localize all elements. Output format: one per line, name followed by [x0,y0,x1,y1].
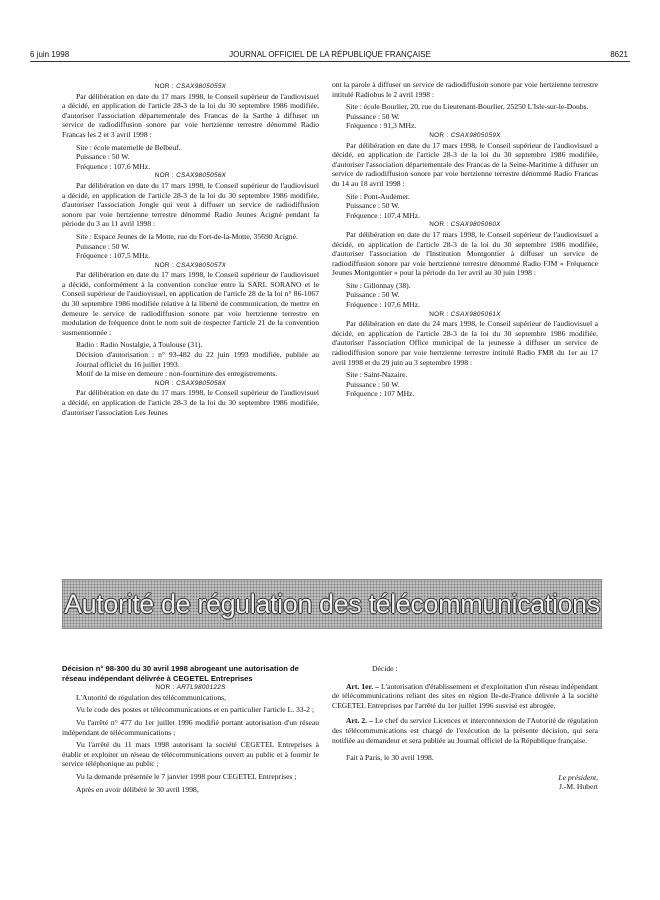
nor-reference: NOR : CSAX9805059X [429,131,501,139]
article-2: Art. 2. – Le chef du service Licences et interconnexion de l'Autorité de régulation des télécommunications est chargé de l'exécution de la présente décision, qui sera notifiée au demandeur et sera publiée au Journal officiel de la République française. [332,716,598,745]
place-date: Fait à Paris, le 30 avril 1998. [346,753,434,763]
decision-visa: Vu l'arrêté n° 477 du 1er juillet 1996 modifié portant autorisation d'un réseau indépendant de télécommunications ; [62,717,319,737]
nor-reference: NOR : ARTL9800122S [155,684,226,692]
header-journal-title: JOURNAL OFFICIEL DE LA RÉPUBLIQUE FRANÇAISE [229,50,431,59]
section-banner [62,579,602,629]
nor-reference: NOR : CSAX9805061X [429,310,501,318]
notice-details: Site : Saint-Nazaire. Puissance : 50 W. Fréquence : 107 MHz. [346,370,415,399]
notice-block [62,171,319,260]
notice-details: Radio : Radio Nostalgie, à Toulouse (31). Décision d'autorisation : n° 93-482 du 22 juin 1993 modifiée, publiée au Journal officiel du 16 juillet 1993. Motif de la mise en demeure : non-fourniture des enregistrements. [76,340,319,379]
nor-reference: NOR : CSAX9805060X [429,221,501,229]
decision-visa: Vu la demande présentée le 7 janvier 1998 pour CEGETEL Entreprises ; [76,771,297,781]
notice-text: Par délibération en date du 17 mars 1998, le Conseil supérieur de l'audiovisuel a décidé, en application de l'article 28-3 de la loi du 30 septembre 1986 modifiée, d'autoriser l'association de l'Institution Montgontier à diffuser un service de radiodiffusion sonore par voie hertzienne terrestre dénommé Radio FJM « Fréquence Jeunes Montgontier » pour la période du 1er avril au 30 juin 1998 : [332,229,598,278]
nor-reference: NOR : CSAX9805056X [154,172,227,180]
decision-intro: L'Autorité de régulation des télécommunications, [76,692,227,702]
nor-reference: NOR : CSAX9805058X [154,379,227,387]
notice-text: Par délibération en date du 17 mars 1998, le Conseil supérieur de l'audiovisuel a décidé, en application de l'article 28-3 de la loi du 30 septembre 1986 modifiée, d'autoriser l'association Jongle qui veut à diffuser un service de radiodiffusion sonore par voie hertzienne terrestre dénommé Radio Jeunes Acigné pendant la période du 3 au 11 avril 1998 : [62,180,319,229]
notice-text: Par délibération en date du 17 mars 1998, le Conseil supérieur de l'audiovisuel a décidé, en application de l'article 28-3 de la loi du 30 septembre 1986 modifiée, d'autoriser l'association Les Jeunes [62,388,319,417]
notice-text: Par délibération en date du 24 mars 1998, le Conseil supérieur de l'audiovisuel a décidé, en application de l'article 28-3 de la loi du 30 septembre 1986 modifiée, d'autoriser l'association Office municipal de la jeunesse à diffuser un service de radiodiffusion sonore par voie hertzienne terrestre intitulé Radio FMR du 1er au 17 avril 1998 et du 29 juin au 3 septembre 1998 : [332,319,598,367]
decision-left-column [62,664,319,797]
notice-block [62,82,319,171]
notice-text: Par délibération en date du 17 mars 1998, le Conseil supérieur de l'audiovisuel a décidé, en application de l'article 28-3 de la loi du 30 septembre 1986 modifiée, d'autoriser l'association départementale des Francas de la Seine-Maritime à diffuser un service de radiodiffusion sonore par voie hertzienne terrestre dénommé Radio Francas du 14 au 18 avril 1998 : [332,140,598,188]
section-title: Autorité de régulation des télécommunications [64,588,600,619]
continuation-text: ont la parole à diffuser un service de radiodiffusion sonore par voie hertzienne terrestre intitulé Radiobus le 2 avril 1998 : [332,80,598,99]
decision-visa: Vu le code des postes et télécommunications et en particulier l'article L. 33-2 ; [76,705,314,715]
decision-right-column [332,664,598,792]
signatory-name: J.-M. Hubert [558,782,598,792]
notice-block [332,131,598,220]
notice-details: Site : Pont-Audemer. Puissance : 50 W. Fréquence : 107,4 MHz. [346,191,421,220]
decision-visa: Vu l'arrêté du 11 mars 1998 autorisant la société CEGETEL Entreprises à établir et exploiter un réseau de télécommunications ouvert au public et à fournir le service téléphonique au public ; [62,740,319,769]
nor-reference: NOR : CSAX9805055X [154,83,227,90]
header-rule [30,61,630,62]
header-page-number: 8621 [610,50,628,59]
notice-details: Site : école Bourlier, 20, rue du Lieutenant-Bourlier, 25250 L'Isle-sur-le-Doubs. Puissance : 50 W. Fréquence : 91,3 MHz. [346,102,589,131]
header-date: 6 juin 1998 [30,50,70,59]
notice-block [62,379,319,417]
article-1: Art. 1er. – L'autorisation d'établissement et d'exploitation d'un réseau indépendant de télécommunications reliant des sites en région Ile-de-France délivrée à la société CEGETEL Entreprises par l'arrêté du 1er juillet 1996 susvisé est abrogée. [332,681,598,710]
decision-visa: Après en avoir délibéré le 30 avril 1998, [76,784,199,794]
notice-details: Site : Espace Jeunes de la Motte, rue du Fort-de-la-Motte, 35690 Acigné. Puissance : 50 W. Fréquence : 107,5 MHz. [76,231,298,261]
decision-title: Décision n° 98-300 du 30 avril 1998 abrogeant une autorisation de réseau indépendant délivrée à CEGETEL Entreprises [62,664,299,683]
notice-text: Par délibération en date du 17 mars 1998, le Conseil supérieur de l'audiovisuel a décidé, en application de l'article 28-3 de la loi du 30 septembre 1986 modifiée, d'autoriser l'association départementale des Francas de la Sarthe à diffuser un service de radiodiffusion sonore par voie hertzienne terrestre dénommé Radio Francas les 2 et 3 avril 1998 : [62,91,319,139]
nor-reference: NOR : CSAX9805057X [154,261,227,269]
notice-block [332,310,598,399]
decide-heading: Décide : [372,664,398,673]
notice-details: Site : école maternelle de Belbeuf. Puissance : 50 W. Fréquence : 107,6 MHz. [76,142,181,171]
signatory-title: Le président, [558,772,598,782]
notice-block [62,261,319,379]
notice-block [332,220,598,309]
left-column [62,80,319,420]
notice-text: Par délibération en date du 17 mars 1998, le Conseil supérieur de l'audiovisuel a décidé, conformément à la convention conclue entre la SARL SORANO et le Conseil supérieur de l'audiovisuel, en application de l'article 28 de la loi n° 86-1067 du 30 septembre 1986 modifiée relative à la liberté de communication, de mettre en demeure le service de radiodiffusion sonore par voie hertzienne terrestre en modulation de fréquence dont le nom suit de respecter l'article 21 de la convention susmentionnée : [62,270,319,337]
right-column [332,80,598,399]
notice-details: Site : Gillonnay (38). Puissance : 50 W. Fréquence : 107,6 MHz. [346,280,421,310]
